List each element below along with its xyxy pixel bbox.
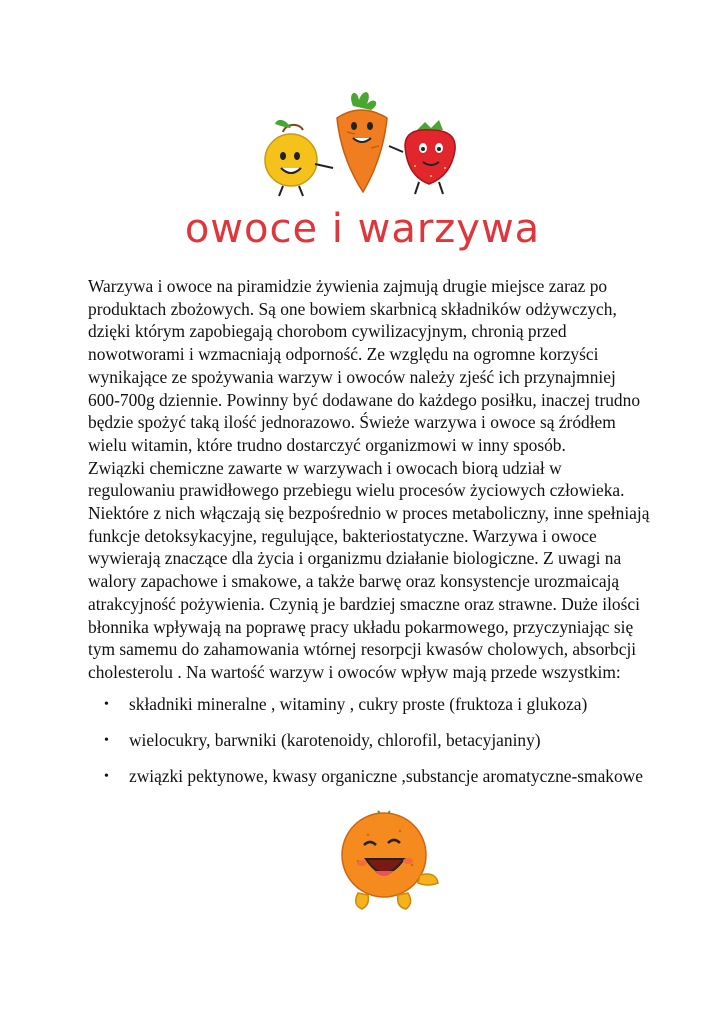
paragraph-line: produktach zbożowych. Są one bowiem skarbnicą składników odżywczych,	[88, 298, 617, 319]
bullet-icon: •	[104, 769, 109, 784]
paragraph-line: będzie spożyć taką ilość jednorazowo. Świeże warzywa i owoce są źródłem	[88, 412, 616, 433]
paragraph-line: tym samemu do zahamowania wtórnej resorpcji kwasów cholowych, absorbcji	[88, 639, 637, 660]
list-item-text: wielocukry, barwniki (karotenoidy, chlorofil, betacyjaniny)	[129, 730, 541, 750]
carrot-character-icon	[337, 92, 403, 192]
paragraph-line: Niektóre z nich włączają się bezpośrednio w proces metaboliczny, inne spełniają	[88, 503, 650, 524]
list-item	[104, 765, 704, 788]
paragraph-line: walory zapachowe i smakowe, a także barwę oraz konsystencje urozmaicają	[88, 571, 620, 592]
body-paragraph	[88, 275, 648, 684]
paragraph-line: funkcje detoksykacyjne, regulujące, bakteriostatyczne. Warzywa i owoce	[88, 525, 597, 546]
paragraph-line: wywierają znaczące dla życia i organizmu działanie biologiczne. Z uwagi na	[88, 548, 622, 569]
list-item-text: związki pektynowe, kwasy organiczne ,substancje aromatyczne-smakowe	[129, 766, 643, 786]
paragraph-line: 600-700g dziennie. Powinny być dodawane do każdego posiłku, inaczej trudno	[88, 389, 641, 410]
nutrient-list	[104, 693, 704, 801]
paragraph-line: regulowaniu prawidłowego przebiegu wielu procesów życiowych człowieka.	[88, 480, 625, 501]
apple-character-icon	[265, 120, 333, 196]
paragraph-line: wielu witamin, które trudno dostarczyć organizmowi w inny sposób.	[88, 434, 566, 455]
smiling-orange-character-icon	[328, 805, 444, 913]
list-item	[104, 729, 704, 752]
bullet-icon: •	[104, 733, 109, 748]
paragraph-line: Warzywa i owoce na piramidzie żywienia zajmują drugie miejsce zaraz po	[88, 276, 608, 296]
list-item-text: składniki mineralne , witaminy , cukry proste (fruktoza i glukoza)	[129, 694, 588, 714]
paragraph-line: nowotworami i wzmacniają odporność. Ze względu na ogromne korzyści	[88, 344, 599, 365]
fruit-and-vegetable-characters-icon	[255, 88, 465, 198]
bullet-icon: •	[104, 697, 109, 712]
paragraph-line: cholesterolu . Na wartość warzyw i owoców wpływ mają przede wszystkim:	[88, 661, 621, 682]
paragraph-line: błonnika wpływają na poprawę pracy układu pokarmowego, przyczyniając się	[88, 616, 634, 637]
page-title: owoce i warzywa	[184, 206, 541, 252]
list-item	[104, 693, 704, 716]
paragraph-line: dzięki którym zapobiegają chorobom cywilizacyjnym, chronią przed	[88, 321, 567, 342]
paragraph-line: Związki chemiczne zawarte w warzywach i owocach biorą udział w	[88, 457, 562, 478]
paragraph-line: wynikające ze spożywania warzyw i owoców należy zjeść ich przynajmniej	[88, 366, 616, 387]
strawberry-character-icon	[405, 120, 455, 194]
paragraph-line: atrakcyjność pożywienia. Czynią je bardziej smaczne oraz strawne. Duże ilości	[88, 593, 640, 614]
